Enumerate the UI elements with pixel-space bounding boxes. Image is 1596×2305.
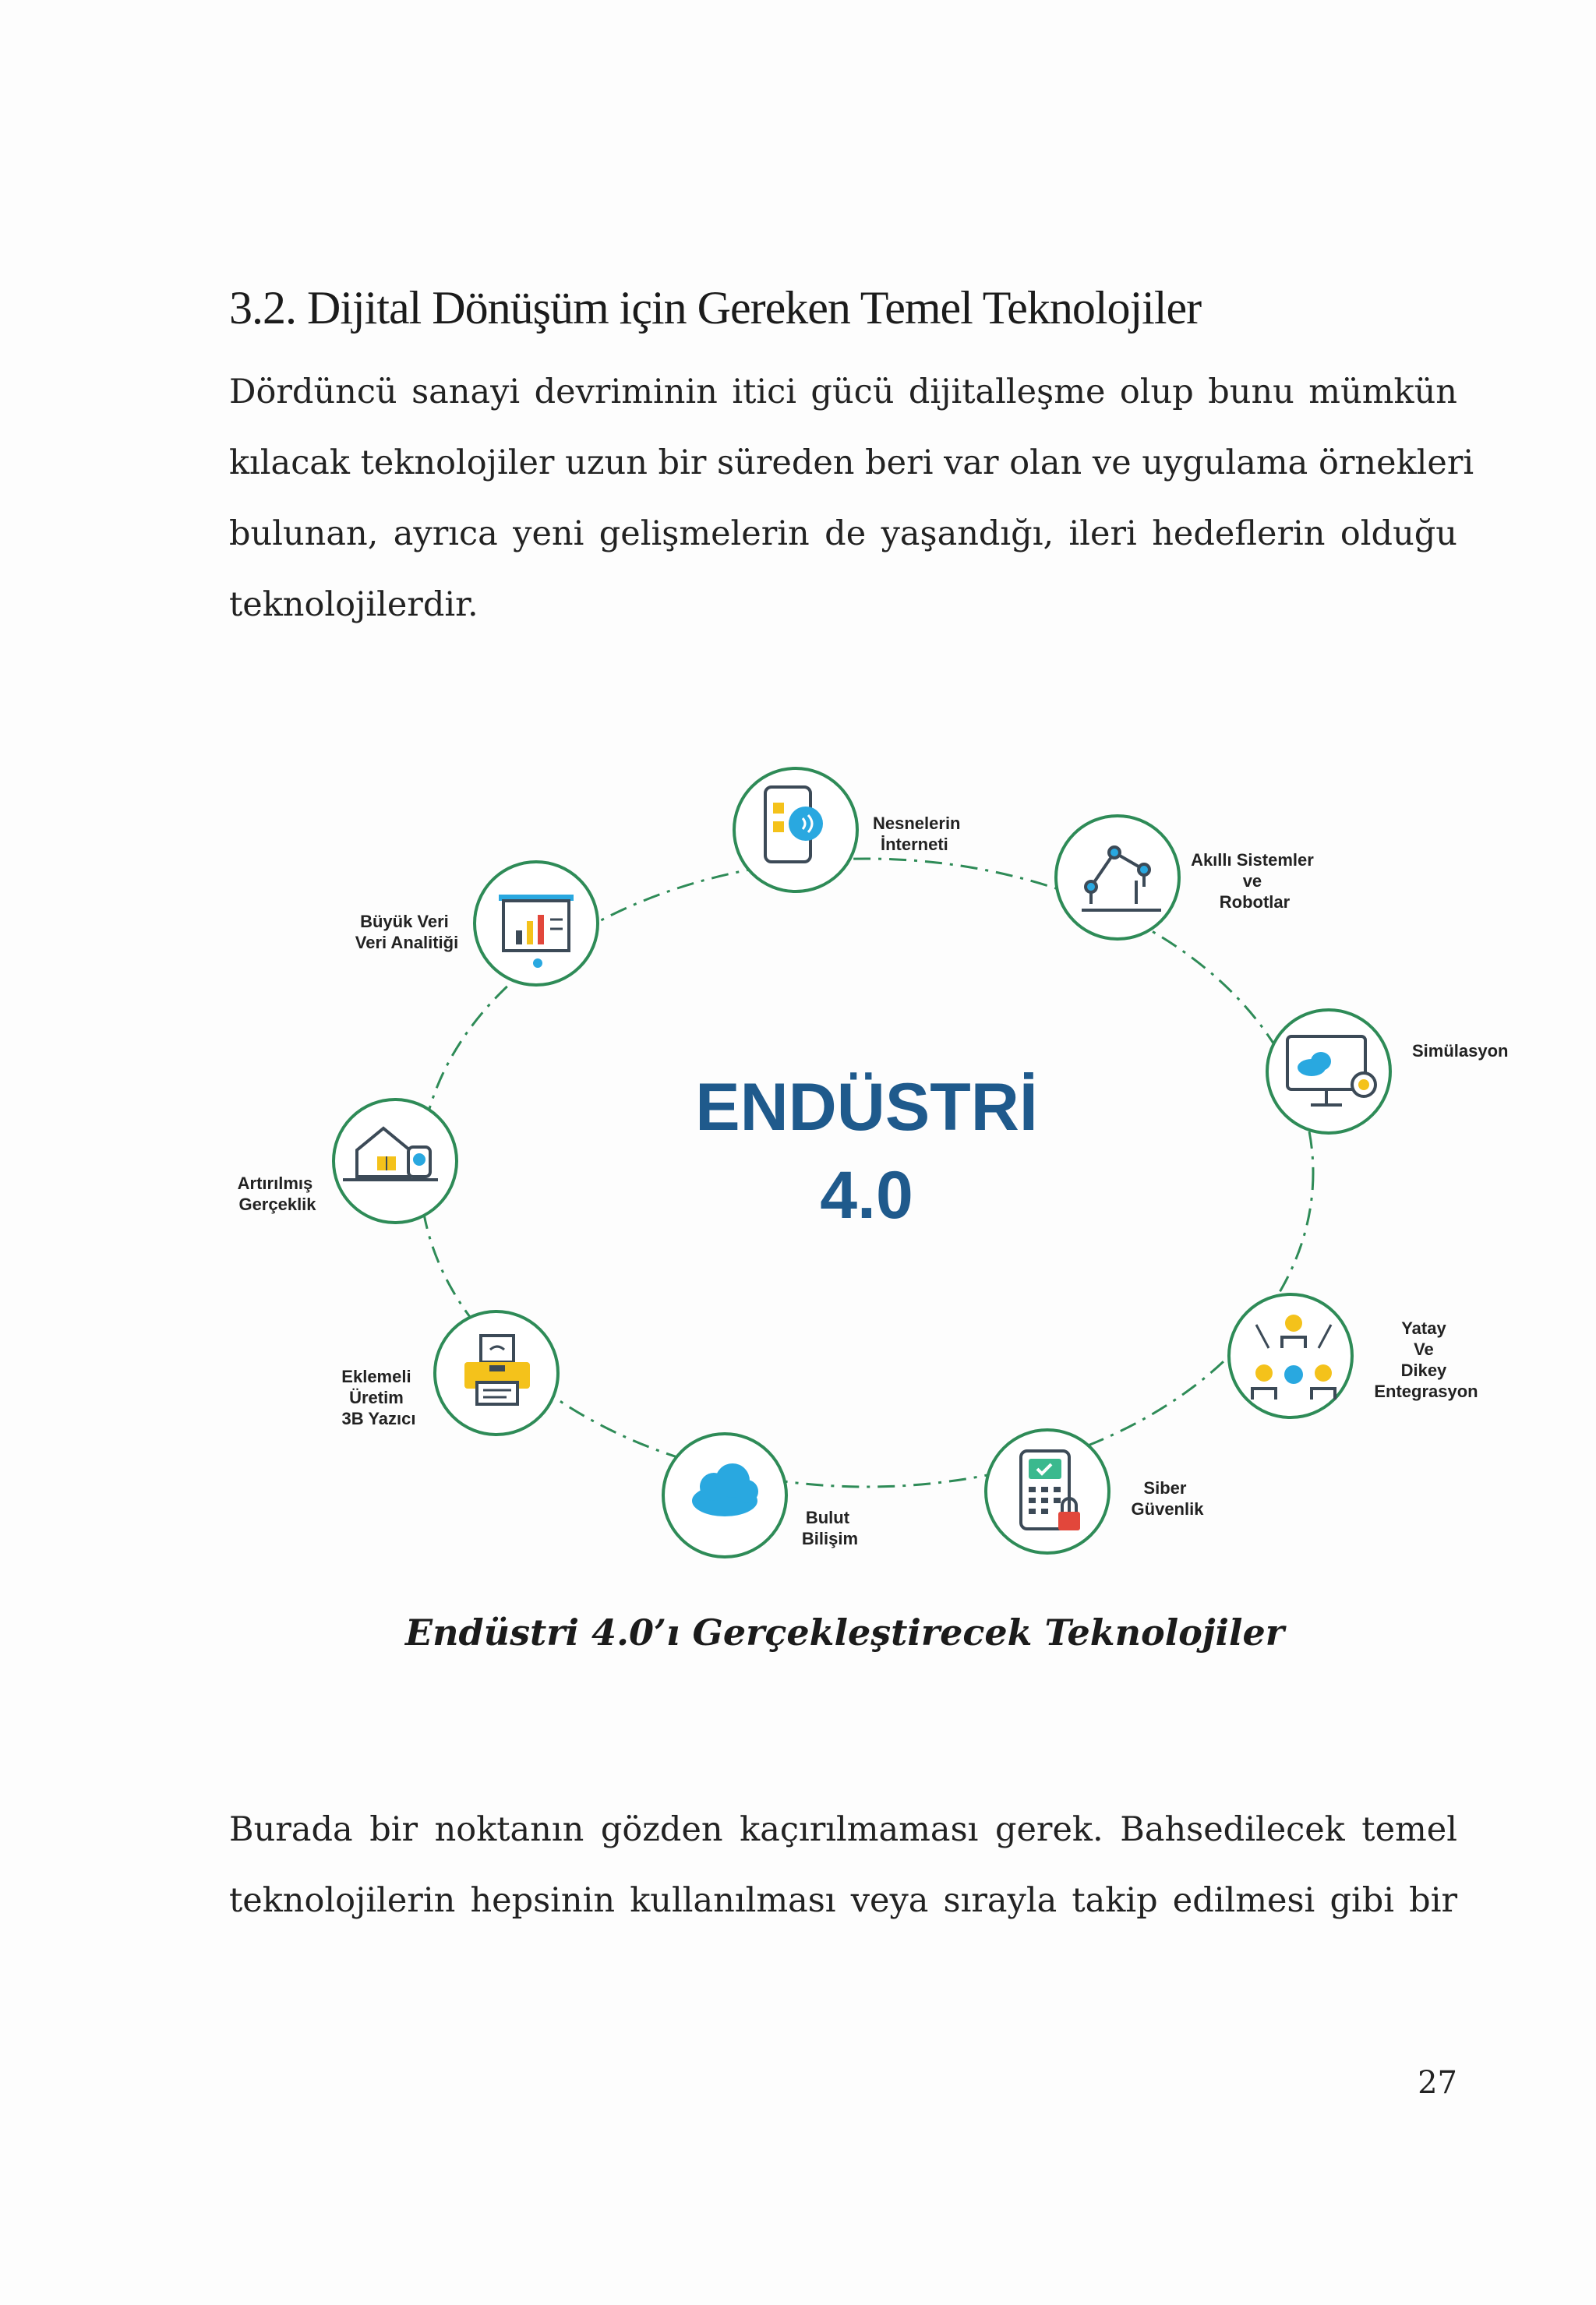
label-line: Yatay — [1401, 1318, 1446, 1338]
label-line: Entegrasyon — [1374, 1382, 1478, 1401]
iot-node — [734, 768, 857, 891]
simulation-label: Simülasyon — [1412, 1041, 1509, 1061]
label-line: İnterneti — [881, 835, 948, 854]
additive-label — [341, 1367, 415, 1428]
ar-node — [334, 1100, 457, 1223]
integration-label — [1374, 1318, 1478, 1401]
label-line: Nesnelerin — [873, 814, 961, 833]
label-line: Gerçeklik — [238, 1195, 316, 1214]
simulation-node — [1267, 1010, 1390, 1133]
center-version: 4.0 — [820, 1158, 913, 1233]
label-line: Artırılmış — [237, 1174, 313, 1193]
paragraph-line: teknolojilerin hepsinin kullanılması veya sırayla takip edilmesi gibi bir — [229, 1881, 1457, 1920]
cloud-label — [802, 1508, 858, 1548]
paragraph-line: kılacak teknolojiler uzun bir süreden beri var olan ve uygulama örnekleri — [229, 443, 1474, 482]
label-line: Büyük Veri — [360, 912, 449, 931]
label-line: Güvenlik — [1131, 1499, 1204, 1519]
body-paragraph — [229, 1795, 1457, 1936]
industry-4-diagram — [218, 748, 1543, 1574]
label-line: Ve — [1414, 1340, 1434, 1359]
paragraph-line: Burada bir noktanın gözden kaçırılmaması gerek. Bahsedilecek temel — [229, 1810, 1457, 1849]
ar-label — [238, 1174, 318, 1214]
label-line: ve — [1242, 871, 1262, 891]
paragraph-line: Dördüncü sanayi devriminin itici gücü dijitalleşme olup bunu mümkün — [229, 372, 1457, 411]
label-line: Üretim — [349, 1388, 404, 1407]
cyber-label — [1132, 1478, 1205, 1519]
paragraph-line: bulunan, ayrıca yeni gelişmelerin de yaşandığı, ileri hedeflerin olduğu — [229, 514, 1457, 553]
cloud-node — [663, 1434, 786, 1557]
page-number: 27 — [1418, 2065, 1457, 2101]
label-line: Siber — [1143, 1478, 1187, 1498]
figure-caption: Endüstri 4.0’ı Gerçekleştirecek Teknolojiler — [405, 1611, 1284, 1654]
center-title: ENDÜSTRİ — [695, 1070, 1038, 1145]
robots-node — [1056, 816, 1179, 939]
section-heading: 3.2. Dijital Dönüşüm için Gereken Temel Teknolojiler — [229, 282, 1202, 334]
label-line: Robotlar — [1219, 892, 1291, 912]
bigdata-label — [355, 912, 458, 952]
iot-label — [873, 814, 966, 854]
additive-node — [435, 1311, 558, 1435]
label-line: Akıllı Sistemler — [1191, 850, 1314, 870]
robots-label — [1191, 850, 1319, 912]
label-line: Dikey — [1400, 1361, 1447, 1380]
label-line: Eklemeli — [341, 1367, 411, 1386]
intro-paragraph — [229, 357, 1474, 641]
label-line: Bilişim — [801, 1529, 859, 1548]
label-line: Veri Analitiği — [355, 933, 459, 952]
bigdata-node — [475, 862, 598, 985]
paragraph-line: teknolojilerdir. — [229, 585, 478, 624]
label-line: Bulut — [805, 1508, 850, 1527]
label-line: 3B Yazıcı — [341, 1409, 416, 1428]
cyber-node — [986, 1430, 1109, 1553]
integration-node — [1229, 1294, 1352, 1417]
